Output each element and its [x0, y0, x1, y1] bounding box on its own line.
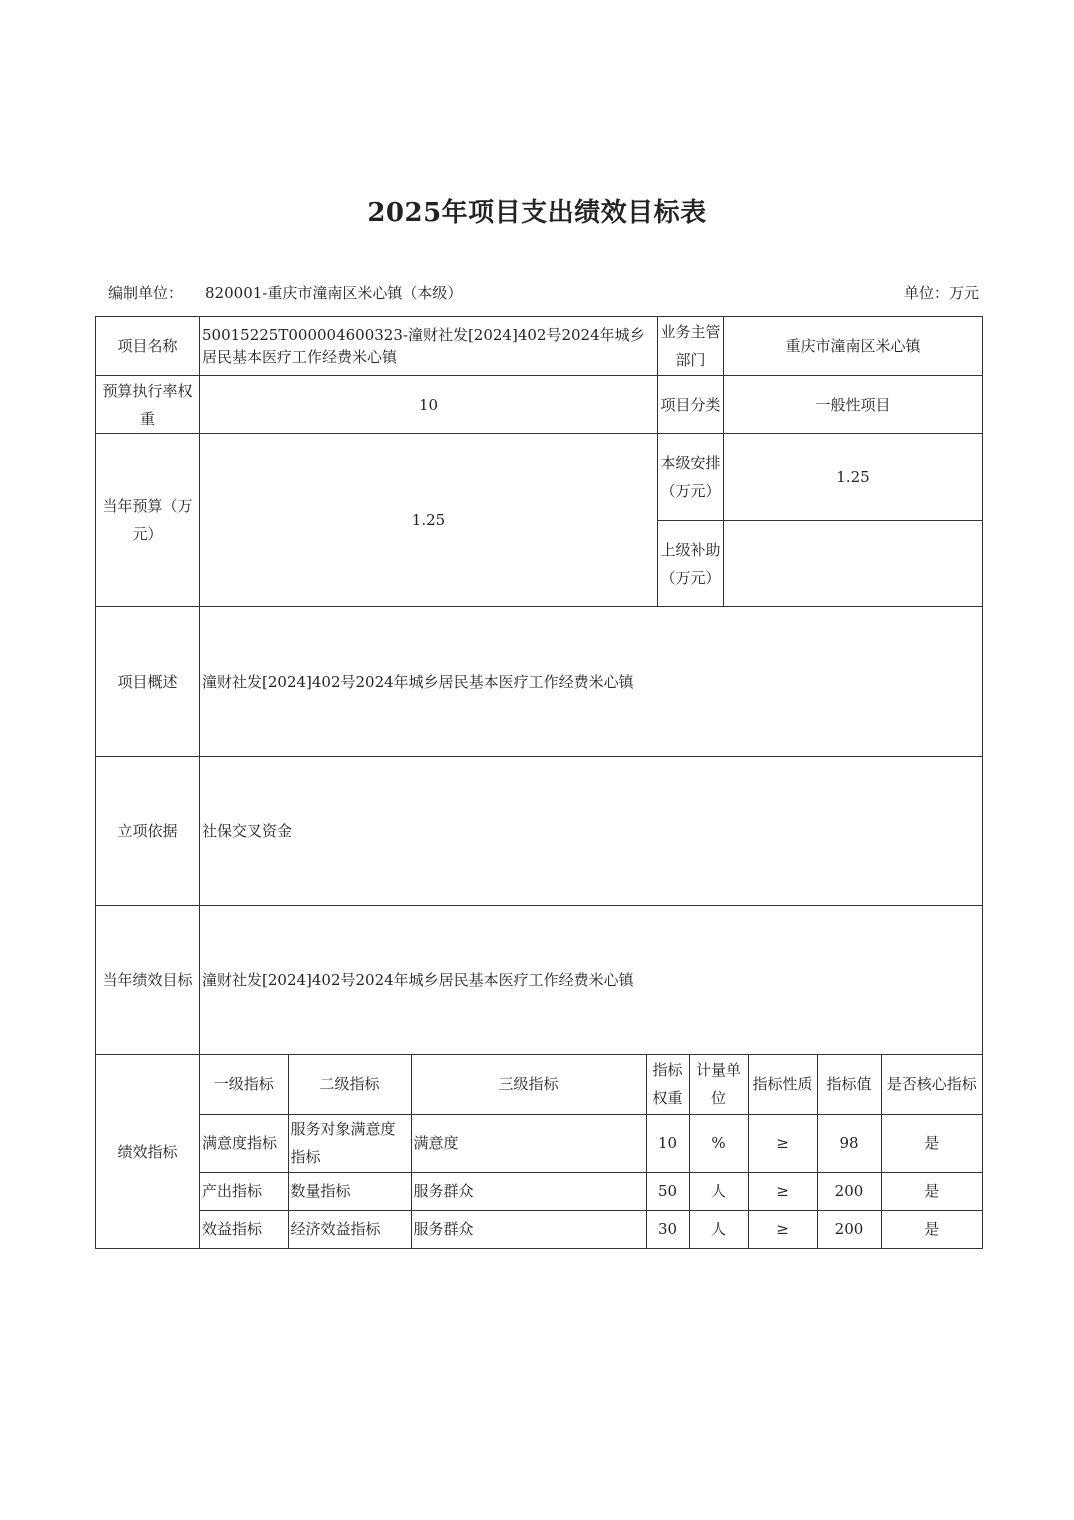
category-label: 项目分类	[658, 376, 724, 434]
level2-cell: 经济效益指标	[288, 1210, 411, 1248]
unit-cell: 人	[689, 1172, 748, 1210]
weight-cell: 10	[646, 1114, 689, 1172]
performance-table	[95, 316, 983, 1249]
level1-cell: 产出指标	[200, 1172, 288, 1210]
indicators-cell	[200, 1055, 983, 1249]
basis-value: 社保交叉资金	[200, 757, 983, 906]
header-unit: 计量单位	[689, 1055, 748, 1114]
local-funding-value: 1.25	[724, 434, 983, 521]
compiling-unit	[108, 282, 462, 303]
dept-label: 业务主管部门	[658, 317, 724, 376]
core-cell: 是	[881, 1114, 982, 1172]
header-weight: 指标权重	[646, 1055, 689, 1114]
header-level3: 三级指标	[411, 1055, 646, 1114]
value-cell: 98	[817, 1114, 881, 1172]
nature-cell: ≥	[748, 1172, 817, 1210]
upper-subsidy-value	[724, 521, 983, 607]
header-value: 指标值	[817, 1055, 881, 1114]
nature-cell: ≥	[748, 1210, 817, 1248]
table-row	[200, 1172, 982, 1210]
compiling-unit-value: 820001-重庆市潼南区米心镇（本级）	[205, 284, 463, 302]
goal-value: 潼财社发[2024]402号2024年城乡居民基本医疗工作经费米心镇	[200, 906, 983, 1055]
budget-label: 当年预算（万元）	[96, 434, 200, 607]
unit-cell: 人	[689, 1210, 748, 1248]
upper-subsidy-label: 上级补助（万元）	[658, 521, 724, 607]
weight-cell: 50	[646, 1172, 689, 1210]
level1-cell: 满意度指标	[200, 1114, 288, 1172]
weight-value: 10	[200, 376, 658, 434]
overview-label: 项目概述	[96, 607, 200, 757]
level3-cell: 满意度	[411, 1114, 646, 1172]
weight-label: 预算执行率权重	[96, 376, 200, 434]
indicators-table	[200, 1055, 982, 1248]
overview-value: 潼财社发[2024]402号2024年城乡居民基本医疗工作经费米心镇	[200, 607, 983, 757]
core-cell: 是	[881, 1172, 982, 1210]
local-funding-label: 本级安排（万元）	[658, 434, 724, 521]
money-unit: 单位：万元	[903, 284, 979, 302]
header-level1: 一级指标	[200, 1055, 288, 1114]
level2-cell: 数量指标	[288, 1172, 411, 1210]
level1-cell: 效益指标	[200, 1210, 288, 1248]
header-core: 是否核心指标	[881, 1055, 982, 1114]
compiling-unit-label: 编制单位：	[108, 284, 184, 302]
basis-label: 立项依据	[96, 757, 200, 906]
unit-cell: %	[689, 1114, 748, 1172]
page-title: 2025年项目支出绩效目标表	[367, 198, 707, 228]
weight-cell: 30	[646, 1210, 689, 1248]
table-row	[200, 1210, 982, 1248]
header-nature: 指标性质	[748, 1055, 817, 1114]
budget-value: 1.25	[200, 434, 658, 607]
category-value: 一般性项目	[724, 376, 983, 434]
project-name-value: 50015225T000004600323-潼财社发[2024]402号2024年城乡居民基本医疗工作经费米心镇	[200, 317, 658, 376]
goal-label: 当年绩效目标	[96, 906, 200, 1055]
table-row	[200, 1114, 982, 1172]
project-name-label: 项目名称	[96, 317, 200, 376]
nature-cell: ≥	[748, 1114, 817, 1172]
level3-cell: 服务群众	[411, 1172, 646, 1210]
level2-cell: 服务对象满意度指标	[288, 1114, 411, 1172]
level3-cell: 服务群众	[411, 1210, 646, 1248]
value-cell: 200	[817, 1210, 881, 1248]
core-cell: 是	[881, 1210, 982, 1248]
header-level2: 二级指标	[288, 1055, 411, 1114]
dept-value: 重庆市潼南区米心镇	[724, 317, 983, 376]
indicators-label: 绩效指标	[96, 1055, 200, 1249]
value-cell: 200	[817, 1172, 881, 1210]
